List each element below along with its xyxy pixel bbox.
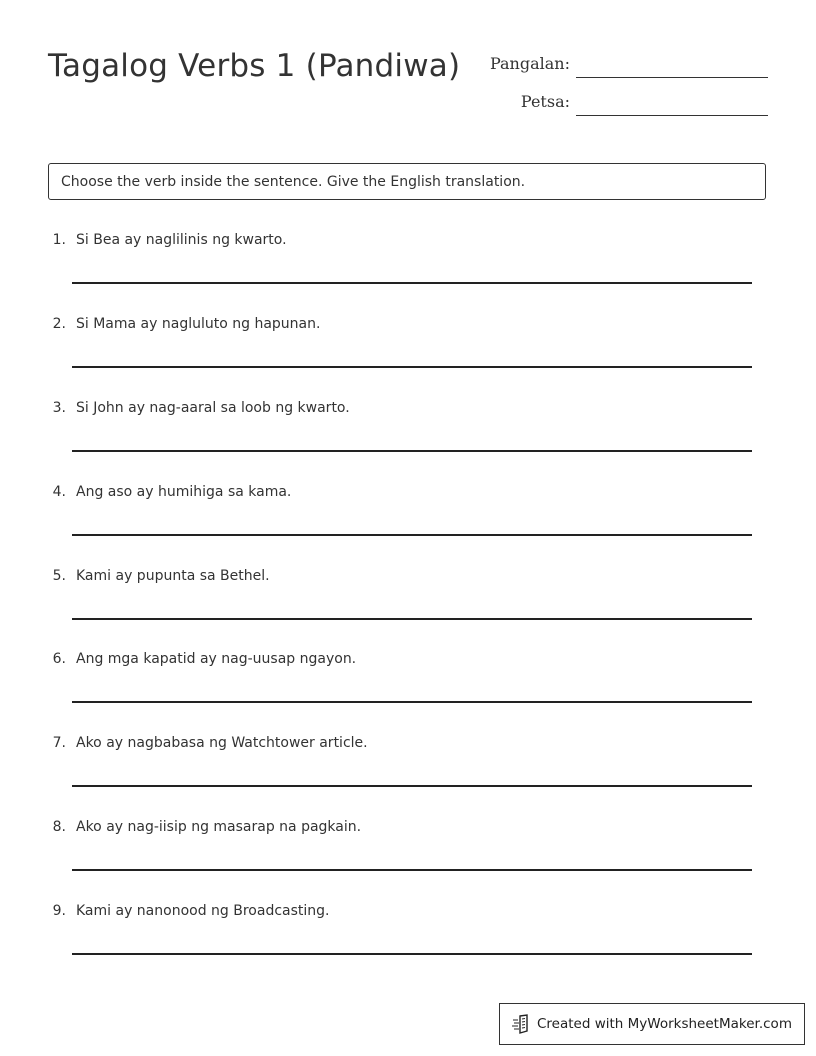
- footer-credit-box: [499, 1003, 805, 1045]
- question-item: [48, 819, 752, 903]
- question-number: 3.: [52, 400, 66, 416]
- question-number: 5.: [52, 568, 66, 584]
- question-text: Kami ay pupunta sa Bethel.: [76, 568, 270, 584]
- instructions-text: Choose the verb inside the sentence. Give the English translation.: [61, 173, 526, 190]
- answer-line[interactable]: [72, 618, 752, 620]
- name-label: Pangalan:: [489, 54, 570, 73]
- footer-credit-text: Created with MyWorksheetMaker.com: [537, 1016, 792, 1032]
- answer-line[interactable]: [72, 785, 752, 787]
- question-text: Kami ay nanonood ng Broadcasting.: [76, 903, 330, 919]
- answer-line[interactable]: [72, 953, 752, 955]
- question-item: [48, 316, 752, 400]
- question-number: 7.: [52, 735, 66, 751]
- instructions-box: [48, 163, 766, 200]
- answer-line[interactable]: [72, 450, 752, 452]
- question-text: Ako ay nagbabasa ng Watchtower article.: [76, 735, 368, 751]
- question-number: 8.: [52, 819, 66, 835]
- name-line: [576, 77, 768, 78]
- question-number: 4.: [52, 484, 66, 500]
- answer-line[interactable]: [72, 869, 752, 871]
- date-line: [576, 115, 768, 116]
- question-item: [48, 651, 752, 735]
- question-item: [48, 735, 752, 819]
- answer-line[interactable]: [72, 366, 752, 368]
- question-text: Ang aso ay humihiga sa kama.: [76, 484, 292, 500]
- question-item: [48, 484, 752, 568]
- question-text: Ang mga kapatid ay nag-uusap ngayon.: [76, 651, 357, 667]
- question-item: [48, 400, 752, 484]
- question-text: Si Mama ay nagluluto ng hapunan.: [76, 316, 321, 332]
- question-number: 2.: [52, 316, 66, 332]
- question-item: [48, 568, 752, 652]
- date-label: Petsa:: [520, 92, 570, 111]
- answer-line[interactable]: [72, 701, 752, 703]
- question-number: 6.: [52, 651, 66, 667]
- question-item: [48, 903, 752, 987]
- answer-line[interactable]: [72, 534, 752, 536]
- worksheet-maker-logo-icon: [512, 1014, 530, 1034]
- question-text: Si Bea ay naglilinis ng kwarto.: [76, 232, 287, 248]
- question-number: 9.: [52, 903, 66, 919]
- question-text: Ako ay nag-iisip ng masarap na pagkain.: [76, 819, 362, 835]
- question-item: [48, 232, 752, 316]
- question-number: 1.: [52, 232, 66, 248]
- question-text: Si John ay nag-aaral sa loob ng kwarto.: [76, 400, 350, 416]
- worksheet-title: Tagalog Verbs 1 (Pandiwa): [48, 48, 461, 84]
- answer-line[interactable]: [72, 282, 752, 284]
